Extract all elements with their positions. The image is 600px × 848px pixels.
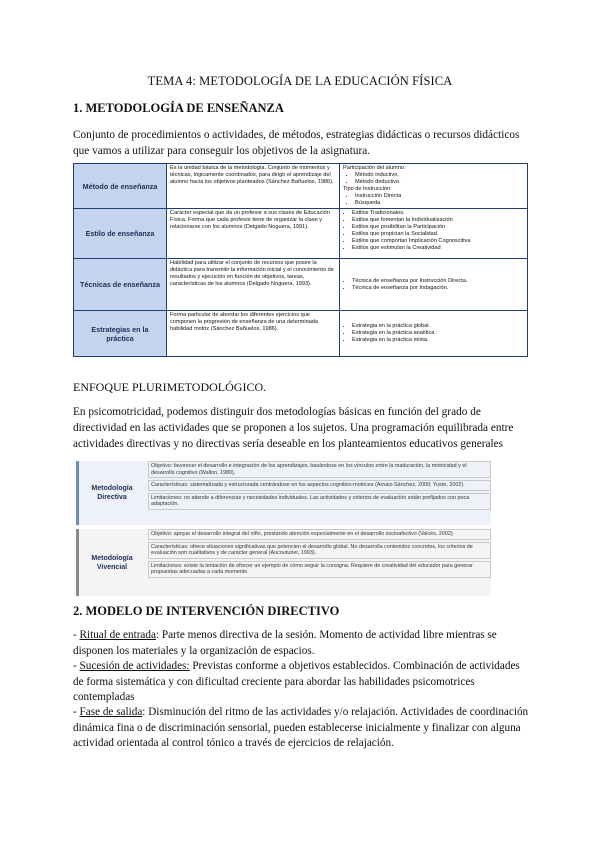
item-text: actividad orientada al control tónico a través de ejercicios de relajación. bbox=[73, 737, 394, 749]
ritual-label: Ritual de entrada bbox=[79, 629, 156, 641]
block-label: Metodología Vivencial bbox=[91, 554, 133, 571]
list-item: Tipo de Instrucción: bbox=[343, 186, 392, 192]
list-item: • Estilos Tradicionales. bbox=[352, 210, 524, 217]
row-description: Forma particular de abordar los diferentes ejercicios que componen la progresión de enseñanza de una determinada habilidad motriz (Sánchez Bañuelos, 1986). bbox=[167, 311, 340, 357]
list-item: • Estilos que propician la Socialidad. bbox=[352, 231, 524, 238]
list-item: • Estilos que posibilitan la Participación bbox=[352, 224, 524, 231]
methodology-table bbox=[73, 163, 528, 357]
section-heading-metodologia: 1. METODOLOGÍA DE ENSEÑANZA bbox=[73, 101, 284, 115]
paragraph-line: actividades directivas y no directivas sería deseable en los planteamientos educativos generales bbox=[73, 438, 504, 450]
intro-line: Conjunto de procedimientos o actividades, de métodos, estrategias didácticas o recursos didácticos bbox=[73, 129, 520, 141]
table-row bbox=[74, 164, 528, 209]
block-row: Características: ofrece situaciones significativas que potencien el desarrollo global. No desarrolla contenidos concretos, los criterios de evaluación son cualitativos y de carácter general (Aucouturier, 1993). bbox=[148, 542, 491, 559]
block-row: Características: sistematizada y estructurada centrándose en los aspectos cognitivo-motrices (Arnaiz-Sánchez, 2000; Yuste, 2002). bbox=[148, 480, 491, 491]
block-label: Metodología Directiva bbox=[91, 485, 133, 501]
section-heading-modelo: 2. MODELO DE INTERVENCIÓN DIRECTIVO bbox=[73, 604, 340, 618]
paragraph-line: directividad en las actividades que se proponen a los sujetos. Una programación equilibrada entre bbox=[73, 422, 514, 434]
list-item: • Instrucción Directa bbox=[355, 193, 524, 200]
paragraph-line: En psicomotricidad, podemos distinguir dos metodologías básicas en función del grado de bbox=[73, 406, 481, 418]
list-item: • Estilos que comportan Implicación Cognoscitiva bbox=[352, 238, 524, 245]
list-item: • Estilos que estimulan la Creatividad bbox=[352, 245, 524, 252]
list-item: • Técnica de enseñanza por Indagación. bbox=[352, 285, 524, 292]
row-items bbox=[340, 164, 528, 209]
intro-line: que vamos a utilizar para conseguir los objetivos de la asignatura. bbox=[73, 145, 371, 157]
list-item: • Método inductivo. bbox=[355, 172, 524, 179]
block-row: Objetivo: apoyar el desarrollo integral del niño, prestando atención especialmente en el desarrollo socioafectivo (Valcés, 2002). bbox=[148, 529, 491, 540]
fase-item: - Fase de salida: Disminución del ritmo de las actividades y/o relajación. Actividades de coordinación dinámica fina o de discriminación sensorial, pueden establecerse inicialmente y finalizar con alguna actividad orientada al control tónico a través de ejercicios de relajación. bbox=[73, 705, 533, 752]
list-item: • Búsqueda bbox=[355, 200, 524, 207]
methodology-comparison-table bbox=[76, 461, 488, 596]
ritual-item: - Ritual de entrada: Parte menos directiva de la sesión. Momento de actividad libre mientras se disponen los materiales y la organización de espacios. bbox=[73, 628, 533, 659]
table-row bbox=[74, 259, 528, 311]
intro-paragraph bbox=[73, 127, 533, 159]
sucesion-label: Sucesión de actividades: bbox=[79, 660, 190, 672]
directiva-block bbox=[76, 461, 491, 525]
item-text: dinámica fina o de discriminación sensorial, pueden establecerse inicialmente y finalizar con alguna bbox=[73, 721, 521, 734]
item-text: de forma sistemática y con dificultad creciente para abordar las habilidades psicomotrices bbox=[73, 675, 475, 688]
enfoque-paragraph bbox=[73, 404, 533, 452]
fase-label: Fase de salida bbox=[79, 706, 143, 718]
row-description: Es la unidad básica de la metodología. Conjunto de momentos y técnicas, lógicamente coordinados, para dirigir el aprendizaje del alumno hacia los objetivos planteados (Sánchez Bañuelos, 1986). bbox=[167, 164, 340, 209]
list-item: • Estrategia en la práctica analítica. bbox=[352, 330, 524, 337]
vivencial-block bbox=[76, 529, 491, 596]
list-item: • Estilos que fomentan la Individualización bbox=[352, 217, 524, 224]
sucesion-item: - Sucesión de actividades: Previstas conforme a objetivos establecidos. Combinación de actividades de forma sistemática y con dificultad creciente para abordar las habilidades psicomotrices contempladas bbox=[73, 659, 533, 706]
item-text: Previstas conforme a objetivos establecidos. Combinación de actividades bbox=[189, 660, 520, 672]
table-row bbox=[74, 209, 528, 259]
item-text: contempladas bbox=[73, 691, 135, 703]
item-text: : Disminución del ritmo de las actividades y/o relajación. Actividades de coordinación bbox=[142, 706, 529, 718]
row-items bbox=[340, 209, 528, 259]
block-row: Limitaciones: no atiende a diferencias y necesidades individuales. Las actividades y criterios de evaluación están prefijados con poca adaptación. bbox=[148, 493, 491, 510]
list-item: • Método deductivo. bbox=[355, 179, 524, 186]
row-items bbox=[340, 311, 528, 357]
row-label: Estrategias en la práctica bbox=[74, 311, 167, 357]
table-row bbox=[74, 311, 528, 357]
page-title: TEMA 4: METODOLOGÍA DE LA EDUCACIÓN FÍSICA bbox=[147, 74, 453, 88]
item-text: : Parte menos directiva de la sesión. Momento de actividad libre mientras se bbox=[155, 629, 497, 641]
list-item: • Estrategia en la práctica global. bbox=[352, 323, 524, 330]
enfoque-heading: ENFOQUE PLURIMETODOLÓGICO. bbox=[73, 380, 267, 394]
row-description: Habilidad para utilizar el conjunto de recursos que posee la didáctica para transmitir la información inicial y el conocimiento de resultados y ejecución en función de objetivos, tareas, características de los alumnos (Delgado Noguera, 1993). bbox=[167, 259, 340, 311]
list-item: • Técnica de enseñanza por Instrucción Directa. bbox=[352, 278, 524, 285]
row-label: Método de enseñanza bbox=[74, 164, 167, 209]
row-label: Estilo de enseñanza bbox=[74, 209, 167, 259]
row-items bbox=[340, 259, 528, 311]
row-description: Carácter especial que da un profesor a sus clases de Educación Física. Forma que cada profesor tiene de organizar la clase y relacionarse con los alumnos (Delgado Noguera, 1991). bbox=[167, 209, 340, 259]
list-item: Participación del alumno: bbox=[343, 165, 406, 171]
block-row: Limitaciones: existe la tentación de ofrecer un ejemplo de cómo seguir la consigna. Requiere de creatividad del educador para generar propuestas adecuadas a cada momento. bbox=[148, 561, 491, 578]
list-item: • Estrategia en la práctica mixta. bbox=[352, 337, 524, 344]
item-text: disponen los materiales y la organización de espacios. bbox=[73, 644, 315, 657]
block-row: Objetivo: favorecer el desarrollo e integración de los aprendizajes, basándose en los vínculos entre la maduración, la motricidad y el desarrollo cognitivo (Wallon, 1980). bbox=[148, 461, 491, 478]
row-label: Técnicas de enseñanza bbox=[74, 259, 167, 311]
